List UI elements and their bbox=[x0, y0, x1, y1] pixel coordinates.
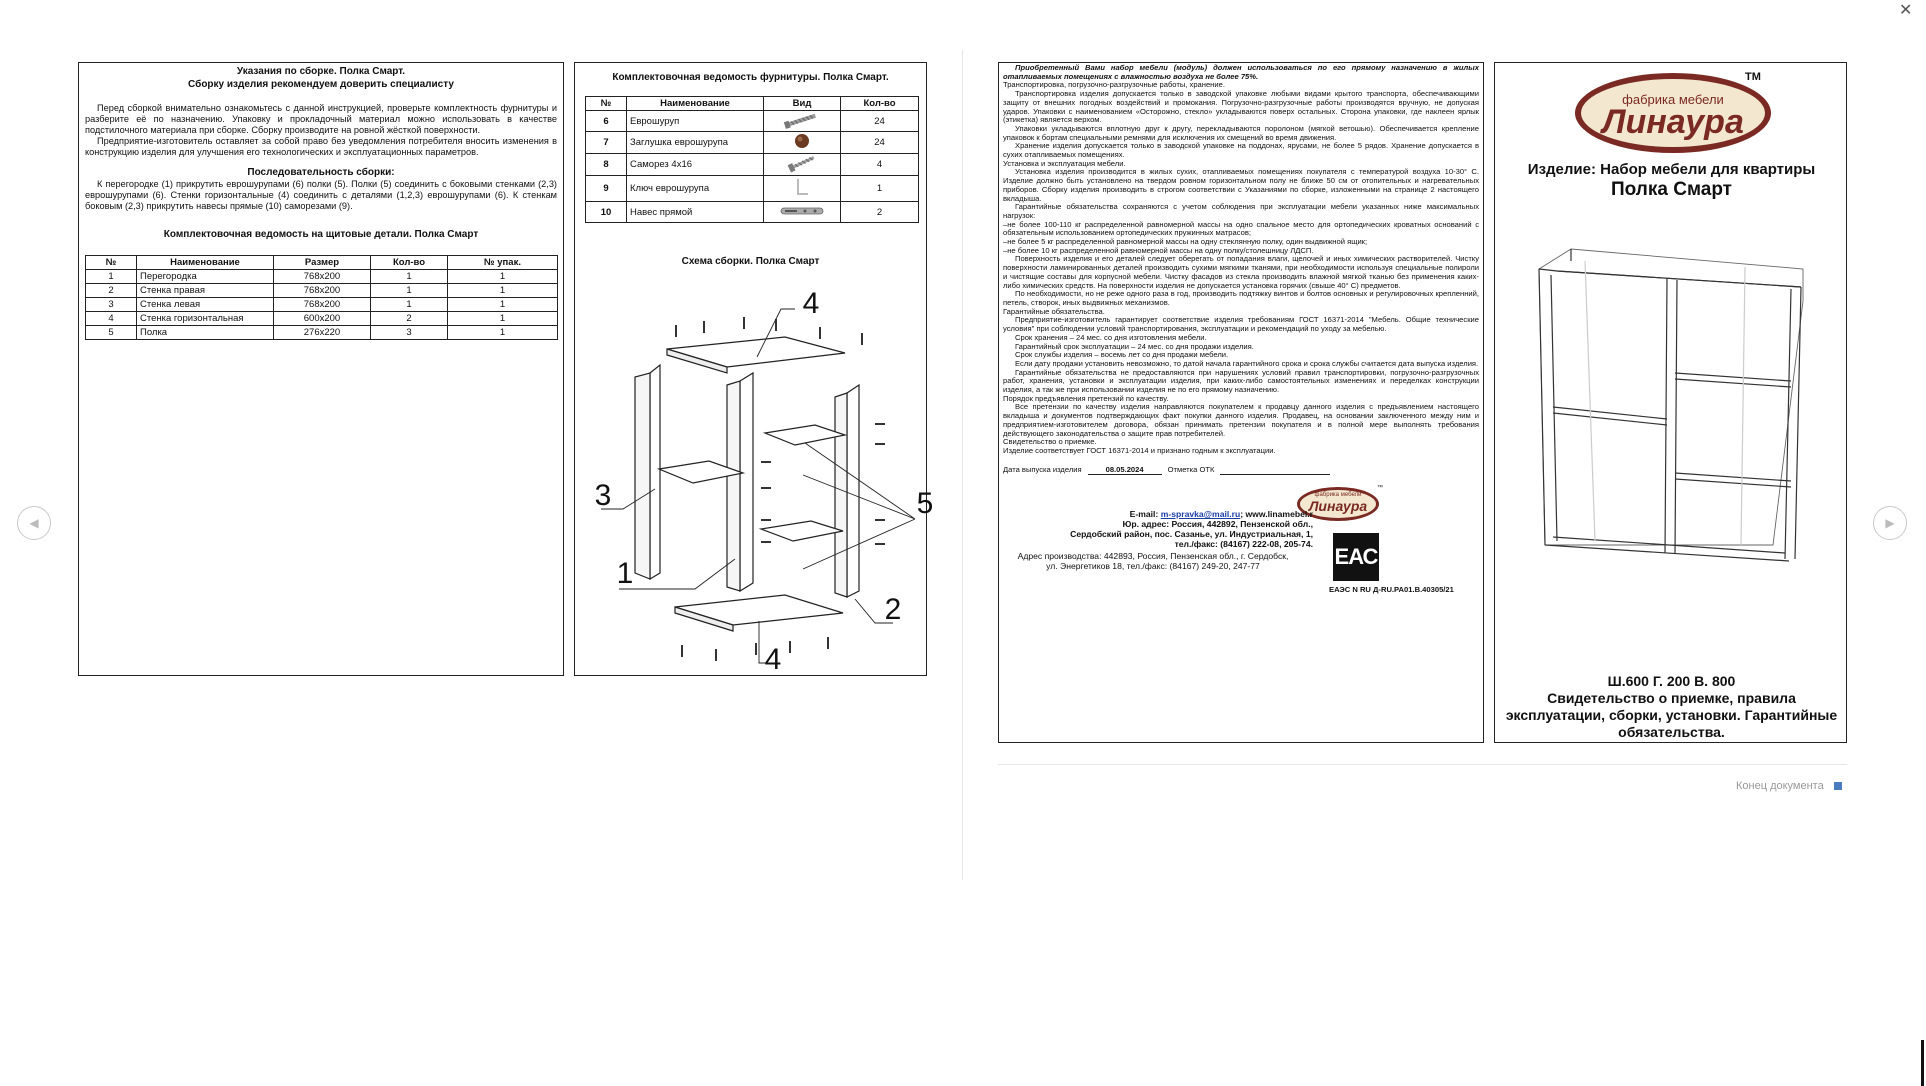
release-row bbox=[1003, 466, 1479, 476]
intro-paragraph: Перед сборкой внимательно ознакомьтесь с данной инструкцией, проверьте комплектность фурнитуры и разберите её по назначению. Упаковку и прокладочный материал можно использовать в качестве подстилочного материала при сборке. Сборку производите на ровной жёсткой поверхности. bbox=[85, 103, 557, 135]
end-separator bbox=[998, 764, 1847, 765]
cell: 2 bbox=[371, 312, 448, 326]
document-title: Свидетельство о приемке, правила эксплуатации, сборки, установки. Гарантийные обязательства. bbox=[1505, 690, 1838, 740]
install-text: Установка изделия производится в жилых сухих, отапливаемых помещениях покупателя с температурой воздуха 10-30° С. Изделие должно быть установлено на твердом ровном горизонтальном полу не ближе 50 см от отопительных и нагревательных приборов. Сборку изделия производить в строгом соответствии с Указаниями по сборке, изложенными на странице 2 настоящего вкладыша. bbox=[1003, 167, 1479, 203]
label-bottom-panel: 4 bbox=[764, 643, 782, 676]
table-row bbox=[586, 176, 919, 202]
small-logo-top: фабрика мебели bbox=[1314, 492, 1362, 498]
right-shelf-lower bbox=[761, 521, 843, 541]
email-label: E-mail: bbox=[1129, 509, 1159, 519]
cell: 768х200 bbox=[274, 284, 371, 298]
col-header: № упак. bbox=[448, 256, 558, 270]
cell: Навес прямой bbox=[627, 202, 764, 223]
col-header: № bbox=[586, 97, 627, 111]
scrollbar-thumb[interactable] bbox=[1921, 1040, 1924, 1086]
partition-face bbox=[727, 381, 740, 591]
cell: 4 bbox=[86, 312, 137, 326]
cell: 4 bbox=[841, 154, 919, 176]
screw-icon bbox=[782, 113, 822, 127]
cell: Полка bbox=[137, 326, 274, 340]
table-row bbox=[586, 154, 919, 176]
table-row bbox=[86, 312, 558, 326]
cell: Стенка горизонтальная bbox=[137, 312, 274, 326]
cell: 24 bbox=[841, 132, 919, 154]
cell: 1 bbox=[448, 298, 558, 312]
email-line bbox=[1003, 509, 1313, 519]
page-operation-rules bbox=[998, 62, 1484, 743]
prev-page-button[interactable] bbox=[17, 506, 51, 540]
section-title-transport: Транспортировка, погрузочно-разгрузочные работы, хранение. bbox=[1003, 80, 1225, 90]
cell bbox=[764, 111, 841, 132]
cell: Еврошуруп bbox=[627, 111, 764, 132]
parts-table bbox=[85, 255, 558, 340]
col-header: Наименование bbox=[137, 256, 274, 270]
warranty-text: Гарантийные обязательства не предоставляются при нарушениях условий правил транспортировки, погрузочно-разгрузочных работ, хранения, установки и эксплуатации изделия, при каких-либо самостоятельных изменениях и переделках конструкции изделия, а так же при использовании изделия не по его прямому назначению. bbox=[1003, 367, 1479, 395]
load-limit-item: –не более 5 кг распределенной равномерной массы на одну стеклянную полку, один выдвижной ящик; bbox=[1003, 237, 1368, 247]
cell: 2 bbox=[86, 284, 137, 298]
label-partition: 1 bbox=[616, 557, 634, 590]
page-cover bbox=[1494, 62, 1847, 743]
end-marker-icon bbox=[1834, 782, 1842, 790]
legal-address: Юр. адрес: Россия, 442892, Пензенской обл., bbox=[1122, 519, 1313, 529]
page-subtitle: Сборку изделия рекомендуем доверить специалисту bbox=[188, 79, 454, 90]
chevron-right-icon: ▶ bbox=[1885, 516, 1895, 530]
section-title-warranty: Гарантийные обязательства. bbox=[1003, 306, 1105, 316]
table-header-row bbox=[86, 256, 558, 270]
cell: Саморез 4х16 bbox=[627, 154, 764, 176]
cell: 3 bbox=[371, 326, 448, 340]
install-text: Поверхность изделия и его деталей следует оберегать от попадания влаги, щелочей и иных химических растворителей. Чистку поверхности ламинированных деталей производить сухими мягкими тканями, при необходимости используя специальные полироли и чистящие составы для корпусной мебели. Чистку фасадов из стекла производить влажной мягкой тканью без применения каких-либо химических средств. На поверхности изделия не допускается установка горячих (свыше 40° С) предметов. bbox=[1003, 254, 1479, 290]
table-row bbox=[586, 202, 919, 223]
intro-paragraph-2: Предприятие-изготовитель оставляет за собой право без уведомления потребителя вносить изменения в конструкцию изделия для улучшения его технологических и эксплуатационных параметров. bbox=[85, 136, 557, 157]
cell: 24 bbox=[841, 111, 919, 132]
warranty-text: Если дату продажи установить невозможно, то датой начала гарантийного срока и срока службы считается дата выпуска изделия. bbox=[1015, 358, 1479, 368]
sequence-title: Последовательность сборки: bbox=[247, 167, 395, 178]
section-title-certificate: Свидетельство о приемке. bbox=[1003, 437, 1097, 447]
table-row bbox=[86, 270, 558, 284]
cell: 768х200 bbox=[274, 298, 371, 312]
cell: 768х200 bbox=[274, 270, 371, 284]
cell: 276х220 bbox=[274, 326, 371, 340]
close-icon[interactable]: ✕ bbox=[1899, 2, 1913, 19]
label-left-wall: 3 bbox=[594, 479, 612, 512]
site-link[interactable]: ; www.linamebel.r bbox=[1240, 509, 1313, 519]
scheme-title: Схема сборки. Полка Смарт bbox=[681, 256, 820, 267]
chevron-left-icon: ◀ bbox=[29, 516, 39, 530]
parts-table-title: Комплектовочная ведомость на щитовые детали. Полка Смарт bbox=[163, 229, 479, 240]
cell: 3 bbox=[86, 298, 137, 312]
cell: 1 bbox=[86, 270, 137, 284]
col-header: Размер bbox=[274, 256, 371, 270]
label-top-panel: 4 bbox=[802, 287, 820, 320]
brand-logo-tm: TM bbox=[1745, 71, 1761, 83]
warranty-text: Гарантийный срок эксплуатации – 24 мес. со дня продажи изделия. bbox=[1015, 341, 1254, 351]
eac-code: ЕАЭС N RU Д-RU.PA01.B.40305/21 bbox=[1329, 585, 1454, 594]
hardware-table bbox=[585, 96, 919, 223]
col-header: Кол-во bbox=[371, 256, 448, 270]
cell: 1 bbox=[448, 284, 558, 298]
hanger-icon bbox=[779, 205, 825, 217]
cell: Заглушка еврошурупа bbox=[627, 132, 764, 154]
table-row bbox=[86, 298, 558, 312]
cell: Стенка левая bbox=[137, 298, 274, 312]
cell bbox=[764, 154, 841, 176]
page-hardware-list bbox=[574, 62, 934, 676]
cell bbox=[764, 176, 841, 202]
table-row bbox=[86, 284, 558, 298]
eac-mark-icon: ЕАС bbox=[1333, 533, 1379, 581]
cell: 5 bbox=[86, 326, 137, 340]
production-address bbox=[1003, 551, 1303, 571]
transport-text: Транспортировка изделия допускается только в заводской упаковке любыми видами крытого транспорта, обеспечивающими защиту от внешних погодных воздействий и промокания. Погрузочно-разгрузочные работы производятся вручную, не допуская ударов. Упаковки с наименованием «Осторожно, стекло» укладываются поверх остальных. Сторона упаковки, где наклеен ярлык (этикетка) является верхом. bbox=[1003, 89, 1479, 125]
assembly-diagram bbox=[575, 273, 934, 677]
intro-text: Приобретенный Вами набор мебели (модуль) должен использоваться по его прямому назначению в жилых отапливаемых помещениях с влажностью воздуха не более 75%. bbox=[1003, 63, 1479, 81]
self-tapping-screw-icon bbox=[785, 155, 819, 171]
otk-stamp-line bbox=[1220, 466, 1330, 476]
load-limit-item: –не более 10 кг распределенной равномерной массы на одну полку/столешницу ЛДСП. bbox=[1003, 245, 1314, 255]
table-row bbox=[586, 132, 919, 154]
section-title-install: Установка и эксплуатация мебели. bbox=[1003, 158, 1126, 168]
right-shelf-upper bbox=[765, 425, 845, 445]
small-logo-name: Линаура bbox=[1308, 498, 1368, 514]
cell: 1 bbox=[448, 312, 558, 326]
cell: 9 bbox=[586, 176, 627, 202]
table-row bbox=[586, 111, 919, 132]
product-drawing bbox=[1495, 241, 1848, 681]
sequence-text: К перегородке (1) прикрутить еврошурупами (6) полки (5). Полки (5) соединить с боковыми стенками (2,3) еврошурупами (6). Стенки горизонтальные (4) соединить с деталями (1,2,3) еврошурупами (6). К стенкам боковым (2,3) прикрутить навесы прямые (10) саморезами (9). bbox=[85, 179, 557, 211]
production-address-line: Адрес производства: 442893, Россия, Пензенская обл., г. Сердобск, bbox=[1017, 551, 1289, 561]
product-name: Полка Смарт bbox=[1611, 179, 1732, 200]
end-of-document bbox=[1736, 780, 1842, 792]
small-logo-tm: ™ bbox=[1377, 485, 1383, 491]
cell: 6 bbox=[586, 111, 627, 132]
cell: 1 bbox=[371, 270, 448, 284]
otk-label: Отметка ОТК bbox=[1167, 464, 1215, 474]
col-header: Кол-во bbox=[841, 97, 919, 111]
legal-phone: тел./факс: (84167) 222-08, 205-74. bbox=[1174, 539, 1313, 549]
cell: 1 bbox=[841, 176, 919, 202]
cell: 600х200 bbox=[274, 312, 371, 326]
right-wall bbox=[847, 385, 859, 597]
cell bbox=[764, 132, 841, 154]
claims-text: Все претензии по качеству изделия направляются покупателем к продавцу данного изделия с предъявлением настоящего вкладыша и документов подтверждающих факт покупки данного изделия. Продавец, на основании заключенного между ним и предприятием-изготовителем договора, обязан принимать претензии покупателя и в полной мере выполнять требования действующего законодательства о защите прав потребителей. bbox=[1003, 402, 1479, 438]
load-limit-item: –не более 100-110 кг распределенной равномерной массы на одно спальное место для ортопедических кроватных оснований с обязательным использованием ортопедических пружинных матрасов; bbox=[1003, 219, 1479, 238]
left-wall-face bbox=[635, 373, 650, 579]
table-header-row bbox=[586, 97, 919, 111]
cell: Ключ еврошурупа bbox=[627, 176, 764, 202]
end-label: Конец документа bbox=[1736, 780, 1824, 792]
brand-logo-name: Линаура bbox=[1602, 103, 1744, 141]
col-header: № bbox=[86, 256, 137, 270]
install-text: По необходимости, но не реже одного раза в год, производить подтяжку винтов и болтов основных и регулировочных крепленний, петель, створок, иных выдвижных механизмов. bbox=[1003, 289, 1479, 307]
warranty-text: Срок службы изделия – восемь лет со дня продажи мебели. bbox=[1015, 350, 1229, 360]
cell: 7 bbox=[586, 132, 627, 154]
cell: 1 bbox=[448, 270, 558, 284]
label-right-wall: 2 bbox=[884, 593, 902, 626]
cell: Стенка правая bbox=[137, 284, 274, 298]
transport-text: Упаковки укладываются вплотную друг к другу, перекладываются поролоном (мягкой ветошью). Обеспечивается крепление упаковок к бортам специальными ремнями для исключения их смещений во время движения. bbox=[1003, 123, 1479, 142]
warranty-text: Предприятие-изготовитель гарантирует соответствие изделия требованиям ГОСТ 16371-2014 "Мебель. Общие технические условия" при соблюдении условий транспортирования, эксплуатации и рекомендаций по уходу за мебелью. bbox=[1003, 315, 1479, 334]
cell: 1 bbox=[448, 326, 558, 340]
release-date: 08.05.2024 bbox=[1088, 466, 1162, 476]
cell: 1 bbox=[371, 298, 448, 312]
brand-logo bbox=[1575, 73, 1771, 155]
page-title: Указания по сборке. Полка Смарт. bbox=[236, 66, 406, 77]
hardware-table-title: Комплектовочная ведомость фурнитуры. Полка Смарт. bbox=[612, 72, 889, 83]
hex-key-icon bbox=[792, 177, 812, 197]
production-address-line: ул. Энергетиков 18, тел./факс: (84167) 249-20, 247-77 bbox=[1046, 561, 1260, 571]
warranty-text: Срок хранения – 24 мес. со дня изготовления мебели. bbox=[1015, 332, 1207, 342]
left-wall bbox=[650, 365, 660, 579]
contacts-block bbox=[1003, 509, 1313, 549]
email-link[interactable]: m-spravka@mail.ru bbox=[1160, 509, 1241, 519]
brand-logo-top: фабрика мебели bbox=[1622, 92, 1724, 107]
certificate-text: Изделие соответствует ГОСТ 16371-2014 и признано годным к эксплуатации. bbox=[1003, 445, 1276, 455]
next-page-button[interactable] bbox=[1873, 506, 1907, 540]
table-row bbox=[86, 326, 558, 340]
right-wall-face bbox=[835, 393, 847, 597]
product-label: Изделие: Набор мебели для квартиры bbox=[1527, 161, 1816, 178]
transport-text: Хранение изделия допускается только в заводской упаковке на поддонах, ярусами, не более 5 рядов. Хранение допускается в сухих отапливаемых помещениях. bbox=[1003, 141, 1479, 160]
cell: 8 bbox=[586, 154, 627, 176]
cell: 2 bbox=[841, 202, 919, 223]
partition bbox=[740, 373, 753, 591]
cell: Перегородка bbox=[137, 270, 274, 284]
cell: 1 bbox=[371, 284, 448, 298]
cell bbox=[764, 202, 841, 223]
page-assembly-instructions bbox=[78, 62, 564, 676]
cell: 10 bbox=[586, 202, 627, 223]
spread-divider bbox=[962, 50, 963, 880]
install-text: Гарантийные обязательства сохраняются с учетом соблюдения при эксплуатации мебели указанных ниже максимальных нагрузок: bbox=[1003, 202, 1479, 220]
legal-address: Сердобский район, пос. Сазанье, ул. Индустриальная, 1, bbox=[1070, 529, 1313, 539]
section-title-claims: Порядок предъявления претензий по качеству. bbox=[1003, 393, 1169, 403]
cap-icon bbox=[792, 133, 812, 149]
col-header: Наименование bbox=[627, 97, 764, 111]
release-label: Дата выпуска изделия bbox=[1003, 464, 1082, 474]
product-dimensions: Ш.600 Г. 200 В. 800 bbox=[1607, 673, 1736, 689]
col-header: Вид bbox=[764, 97, 841, 111]
label-shelf: 5 bbox=[916, 487, 934, 520]
